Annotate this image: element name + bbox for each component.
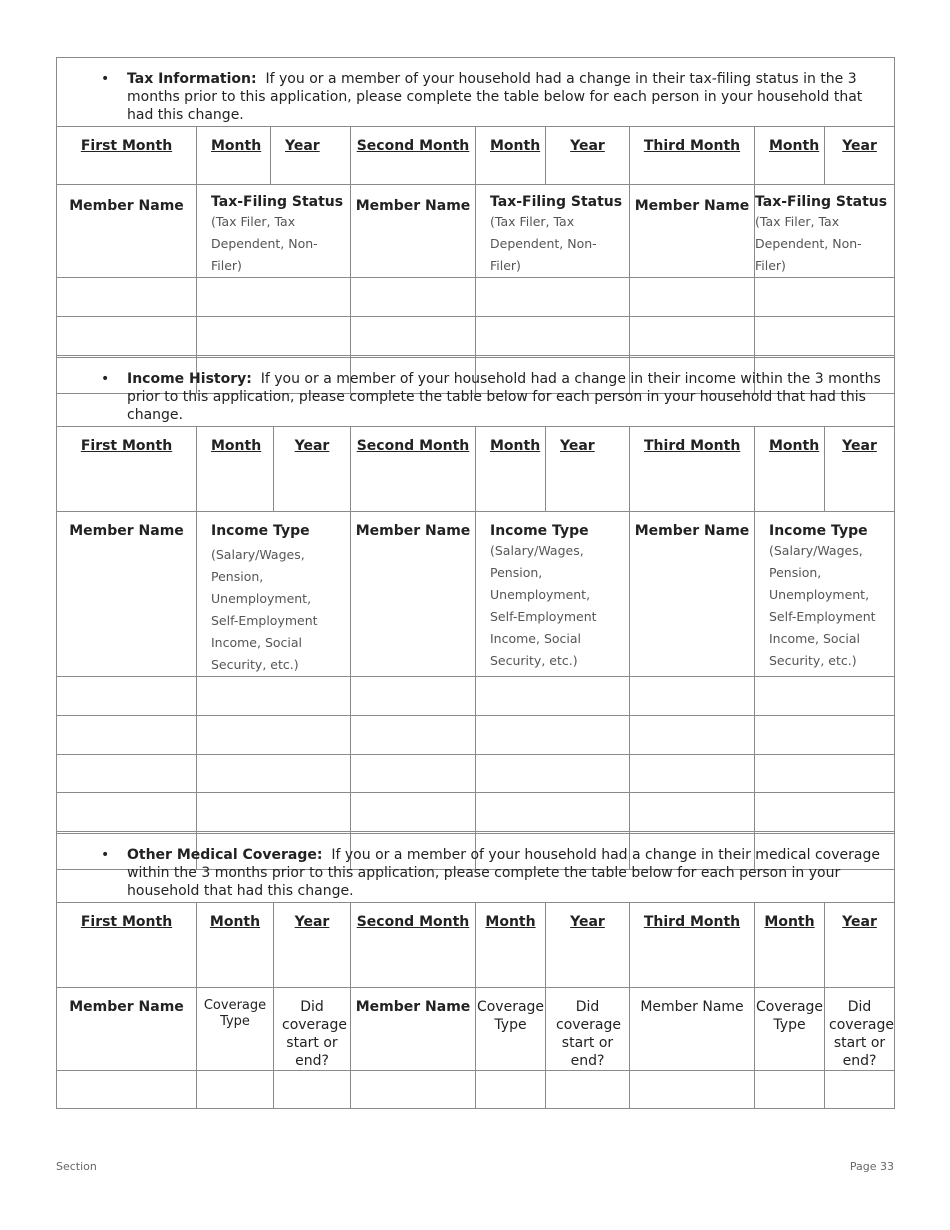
income-intro-text: If you or a member of your household had a change in their income within the 3 months prior to this application, please complete the table below for each person in your household that had this change. xyxy=(127,371,881,423)
coverage-member-name-3: Member Name xyxy=(630,988,755,1071)
coverage-type-3: Coverage Type xyxy=(755,988,825,1071)
income-h-year-3: Year xyxy=(825,427,895,512)
tax-intro: • Tax Information: If you or a member of your household had a change in their tax-filing status in the 3 months prior to this application, please complete the table below for each person in your household that had this change. xyxy=(57,58,895,127)
coverage-member-name-2: Member Name xyxy=(351,988,476,1071)
tax-intro-text: If you or a member of your household had a change in their tax-filing status in the 3 months prior to this application, please complete the table below for each person in your household that had this change. xyxy=(127,71,863,123)
income-cell[interactable] xyxy=(351,755,476,793)
coverage-h-second-month: Second Month xyxy=(351,903,476,988)
coverage-cell[interactable] xyxy=(755,1071,825,1109)
coverage-cell[interactable] xyxy=(476,1071,546,1109)
coverage-h-year-3: Year xyxy=(825,903,895,988)
income-h-month-2: Month xyxy=(476,427,546,512)
coverage-start-end-3: Did coverage start or end? xyxy=(825,988,895,1071)
tax-h-year-1: Year xyxy=(271,127,351,185)
income-cell[interactable] xyxy=(57,677,197,716)
coverage-h-month-2: Month xyxy=(476,903,546,988)
coverage-h-third-month: Third Month xyxy=(630,903,755,988)
income-cell[interactable] xyxy=(57,793,197,832)
income-h-second-month: Second Month xyxy=(351,427,476,512)
tax-filing-status-3: Tax-Filing Status (Tax Filer, Tax Dependent, Non-Filer) xyxy=(755,185,895,278)
income-h-year-2: Year xyxy=(546,427,630,512)
tax-h-month-1: Month xyxy=(197,127,271,185)
tax-filing-status-1: Tax-Filing Status (Tax Filer, Tax Dependent, Non-Filer) xyxy=(197,185,351,278)
income-cell[interactable] xyxy=(630,677,755,716)
tax-cell[interactable] xyxy=(351,317,476,356)
income-cell[interactable] xyxy=(197,677,351,716)
coverage-type-2: Coverage Type xyxy=(476,988,546,1071)
income-cell[interactable] xyxy=(476,677,630,716)
coverage-cell[interactable] xyxy=(825,1071,895,1109)
coverage-h-month-3: Month xyxy=(755,903,825,988)
income-h-year-1: Year xyxy=(274,427,351,512)
tax-cell[interactable] xyxy=(197,317,351,356)
income-table xyxy=(56,357,895,870)
income-member-name-1: Member Name xyxy=(57,512,197,677)
tax-table xyxy=(56,57,895,394)
tax-h-second-month: Second Month xyxy=(351,127,476,185)
tax-cell[interactable] xyxy=(57,278,197,317)
tax-title: Tax Information: xyxy=(127,71,257,87)
tax-cell[interactable] xyxy=(630,317,755,356)
income-type-1: Income Type (Salary/Wages, Pension, Unemployment, Self-Employment Income, Social Security, etc.) xyxy=(197,512,351,677)
tax-h-month-3: Month xyxy=(755,127,825,185)
tax-cell[interactable] xyxy=(630,278,755,317)
income-h-third-month: Third Month xyxy=(630,427,755,512)
income-cell[interactable] xyxy=(351,793,476,832)
income-cell[interactable] xyxy=(351,677,476,716)
coverage-title: Other Medical Coverage: xyxy=(127,847,323,863)
coverage-type-1: Coverage Type xyxy=(197,988,274,1071)
coverage-intro: • Other Medical Coverage: If you or a member of your household had a change in their medical coverage within the 3 months prior to this application, please complete the table below for each person in your household that had this change. xyxy=(57,834,895,903)
coverage-cell[interactable] xyxy=(57,1071,197,1109)
income-cell[interactable] xyxy=(755,716,895,755)
income-title: Income History: xyxy=(127,371,252,387)
coverage-start-end-2: Did coverage start or end? xyxy=(546,988,630,1071)
income-cell[interactable] xyxy=(755,677,895,716)
tax-cell[interactable] xyxy=(755,317,895,356)
income-cell[interactable] xyxy=(755,755,895,793)
coverage-cell[interactable] xyxy=(546,1071,630,1109)
coverage-h-month-1: Month xyxy=(197,903,274,988)
footer-section-label: Section xyxy=(56,1160,97,1173)
tax-member-name-3: Member Name xyxy=(630,185,755,278)
tax-cell[interactable] xyxy=(57,317,197,356)
income-cell[interactable] xyxy=(630,755,755,793)
footer-page-number: Page 33 xyxy=(849,1160,894,1173)
coverage-h-first-month: First Month xyxy=(57,903,197,988)
coverage-h-year-1: Year xyxy=(274,903,351,988)
coverage-member-name-1: Member Name xyxy=(57,988,197,1071)
tax-h-first-month: First Month xyxy=(57,127,197,185)
tax-h-year-3: Year xyxy=(825,127,895,185)
coverage-h-year-2: Year xyxy=(546,903,630,988)
income-cell[interactable] xyxy=(197,793,351,832)
tax-member-name-1: Member Name xyxy=(57,185,197,278)
income-h-first-month: First Month xyxy=(57,427,197,512)
income-cell[interactable] xyxy=(351,716,476,755)
coverage-cell[interactable] xyxy=(630,1071,755,1109)
tax-member-name-2: Member Name xyxy=(351,185,476,278)
income-cell[interactable] xyxy=(630,716,755,755)
income-cell[interactable] xyxy=(476,716,630,755)
tax-cell[interactable] xyxy=(476,317,630,356)
income-member-name-2: Member Name xyxy=(351,512,476,677)
tax-cell[interactable] xyxy=(351,278,476,317)
coverage-table xyxy=(56,833,895,1109)
tax-h-third-month: Third Month xyxy=(630,127,755,185)
income-h-month-3: Month xyxy=(755,427,825,512)
income-type-2: Income Type (Salary/Wages, Pension, Unemployment, Self-Employment Income, Social Security, etc.) xyxy=(476,512,630,677)
income-cell[interactable] xyxy=(476,755,630,793)
income-cell[interactable] xyxy=(630,793,755,832)
income-cell[interactable] xyxy=(57,716,197,755)
tax-h-year-2: Year xyxy=(546,127,630,185)
income-cell[interactable] xyxy=(755,793,895,832)
income-cell[interactable] xyxy=(57,755,197,793)
tax-h-month-2: Month xyxy=(476,127,546,185)
tax-filing-status-2: Tax-Filing Status (Tax Filer, Tax Dependent, Non-Filer) xyxy=(476,185,630,278)
coverage-intro-text: If you or a member of your household had a change in their medical coverage within the 3 months prior to this application, please complete the table below for each person in your household that had this change. xyxy=(127,847,880,899)
tax-cell[interactable] xyxy=(755,278,895,317)
income-cell[interactable] xyxy=(197,755,351,793)
income-member-name-3: Member Name xyxy=(630,512,755,677)
tax-cell[interactable] xyxy=(476,278,630,317)
tax-cell[interactable] xyxy=(197,278,351,317)
income-cell[interactable] xyxy=(476,793,630,832)
income-intro: • Income History: If you or a member of your household had a change in their income within the 3 months prior to this application, please complete the table below for each person in your household that had this change. xyxy=(57,358,895,427)
income-cell[interactable] xyxy=(197,716,351,755)
income-type-3: Income Type (Salary/Wages, Pension, Unemployment, Self-Employment Income, Social Security, etc.) xyxy=(755,512,895,677)
coverage-cell[interactable] xyxy=(197,1071,274,1109)
coverage-start-end-1: Did coverage start or end? xyxy=(274,988,351,1071)
coverage-cell[interactable] xyxy=(351,1071,476,1109)
income-h-month-1: Month xyxy=(197,427,274,512)
coverage-cell[interactable] xyxy=(274,1071,351,1109)
